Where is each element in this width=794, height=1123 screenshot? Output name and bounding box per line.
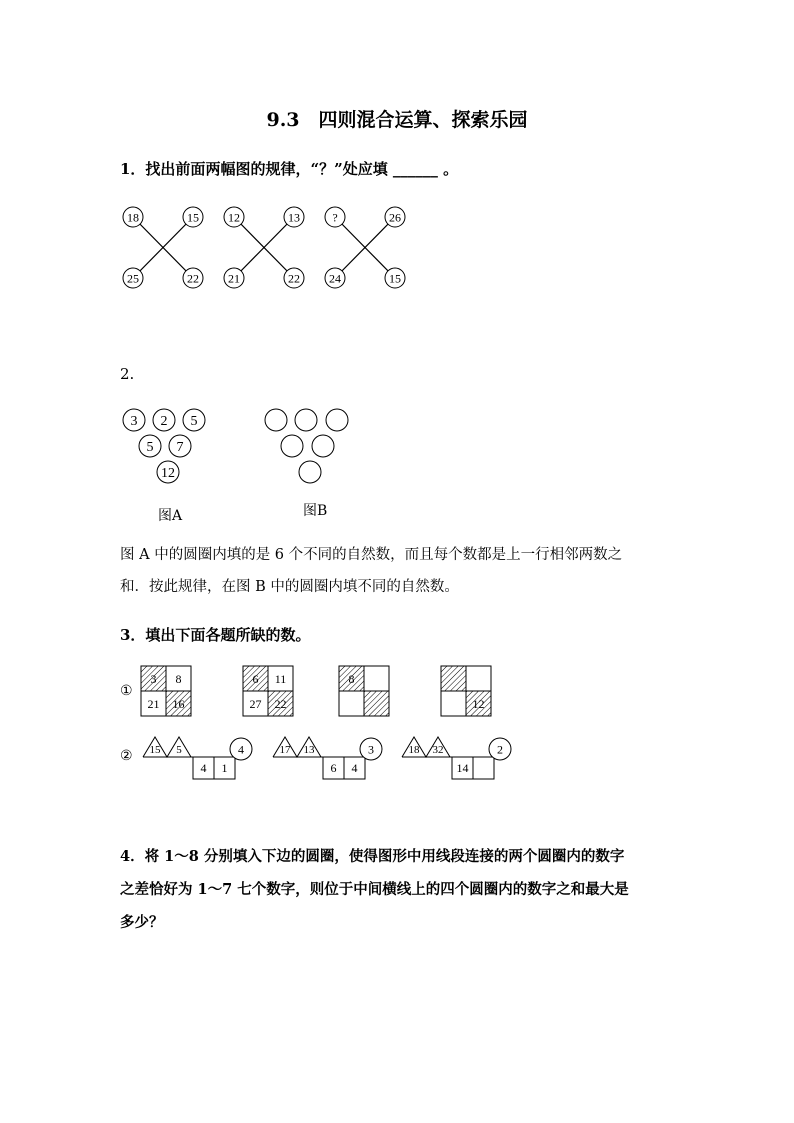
- question-2-number: 2.: [120, 365, 135, 383]
- q2-a-r1-1: 3: [130, 414, 138, 429]
- page-title: 9.3 四则混合运算、探索乐园: [266, 109, 528, 131]
- q1-figure-3: [325, 207, 405, 288]
- question-1-figures: [0, 195, 794, 305]
- q3-g2-tr: 11: [274, 672, 287, 686]
- q2-a-r1-2: 2: [160, 414, 168, 429]
- q1-f3-bl: 24: [329, 271, 341, 286]
- q3-grid-3: [339, 666, 389, 716]
- question-2-line-2: 和．按此规律，在图 B 中的圆圈内填不同的自然数。: [120, 579, 459, 595]
- q1-figure-1: [123, 207, 203, 288]
- q1-f1-br: 22: [187, 271, 199, 286]
- q1-f3-tl: ?: [332, 210, 338, 225]
- figure-b-caption: 图B: [303, 503, 328, 519]
- q3-c1-t1: 15: [149, 744, 161, 756]
- q2-a-r2-1: 5: [146, 440, 154, 455]
- q3-label-2: ②: [120, 749, 133, 764]
- q3-c2-t1: 17: [279, 744, 291, 756]
- q1-f2-br: 22: [288, 271, 300, 286]
- q3-c1-s1: 4: [200, 761, 207, 775]
- q3-g2-bl: 27: [249, 697, 262, 711]
- q3-c3-c: 2: [497, 742, 503, 757]
- q2-figure-a: [123, 409, 205, 483]
- q2-a-r2-2: 7: [176, 440, 184, 455]
- q3-g1-tl: 3: [150, 672, 157, 686]
- q2-a-r1-3: 5: [190, 414, 198, 429]
- q3-c1-t2: 5: [176, 744, 182, 756]
- q3-c3-s1: 14: [456, 761, 469, 775]
- q3-label-1: ①: [120, 684, 133, 699]
- q3-g2-tl: 6: [252, 672, 259, 686]
- q3-c2-t2: 13: [303, 744, 315, 756]
- question-3-figures: [110, 655, 530, 785]
- q1-f3-tr: 26: [389, 210, 401, 225]
- question-3-text: 3．填出下面各题所缺的数。: [120, 626, 311, 644]
- question-4-line-2: 之差恰好为 1～7 七个数字，则位于中间横线上的四个圆圈内的数字之和最大是: [120, 881, 629, 898]
- q3-g2-br: 22: [274, 697, 287, 711]
- q3-grid-4: [441, 666, 491, 716]
- q3-g1-bl: 21: [147, 697, 160, 711]
- q3-grid-1: [141, 666, 191, 716]
- question-2-line-1: 图 A 中的圆圈内填的是 6 个不同的自然数，而且每个数都是上一行相邻两数之: [120, 547, 623, 563]
- q1-f1-tl: 18: [127, 210, 139, 225]
- q3-c2-s1: 6: [330, 761, 337, 775]
- question-2-figures: [110, 400, 370, 490]
- q1-f1-tr: 15: [187, 210, 199, 225]
- q3-c3-t1: 18: [408, 744, 420, 756]
- q1-f2-tr: 13: [288, 210, 300, 225]
- q3-chain-2: [273, 737, 382, 779]
- q3-c3-t2: 32: [432, 744, 444, 756]
- q3-g4-br: 12: [472, 697, 485, 711]
- q3-grid-2: [243, 666, 293, 716]
- q3-c1-c: 4: [238, 742, 244, 757]
- q1-f1-bl: 25: [127, 271, 139, 286]
- q2-figure-b: [265, 409, 348, 483]
- q1-f2-tl: 12: [228, 210, 240, 225]
- q3-c1-s2: 1: [221, 761, 228, 775]
- q3-g1-tr: 8: [175, 672, 182, 686]
- question-4-line-1: 4．将 1～8 分别填入下边的圆圈，使得图形中用线段连接的两个圆圈内的数字: [120, 848, 625, 865]
- q3-chain-1: [143, 737, 252, 779]
- question-1-text: 1．找出前面两幅图的规律，“？”处应填 ______ 。: [120, 160, 459, 178]
- figure-a-caption: 图A: [158, 508, 183, 524]
- q3-chain-3: [402, 737, 511, 779]
- q3-g3-tl: 8: [348, 672, 355, 686]
- question-4-line-3: 多少？: [120, 914, 164, 931]
- q3-g1-br: 16: [172, 697, 185, 711]
- q3-c2-c: 3: [368, 742, 374, 757]
- q3-c2-s2: 4: [351, 761, 358, 775]
- q2-a-r3-1: 12: [161, 466, 175, 481]
- q1-f2-bl: 21: [228, 271, 240, 286]
- q1-figure-2: [224, 207, 304, 288]
- q1-f3-br: 15: [389, 271, 401, 286]
